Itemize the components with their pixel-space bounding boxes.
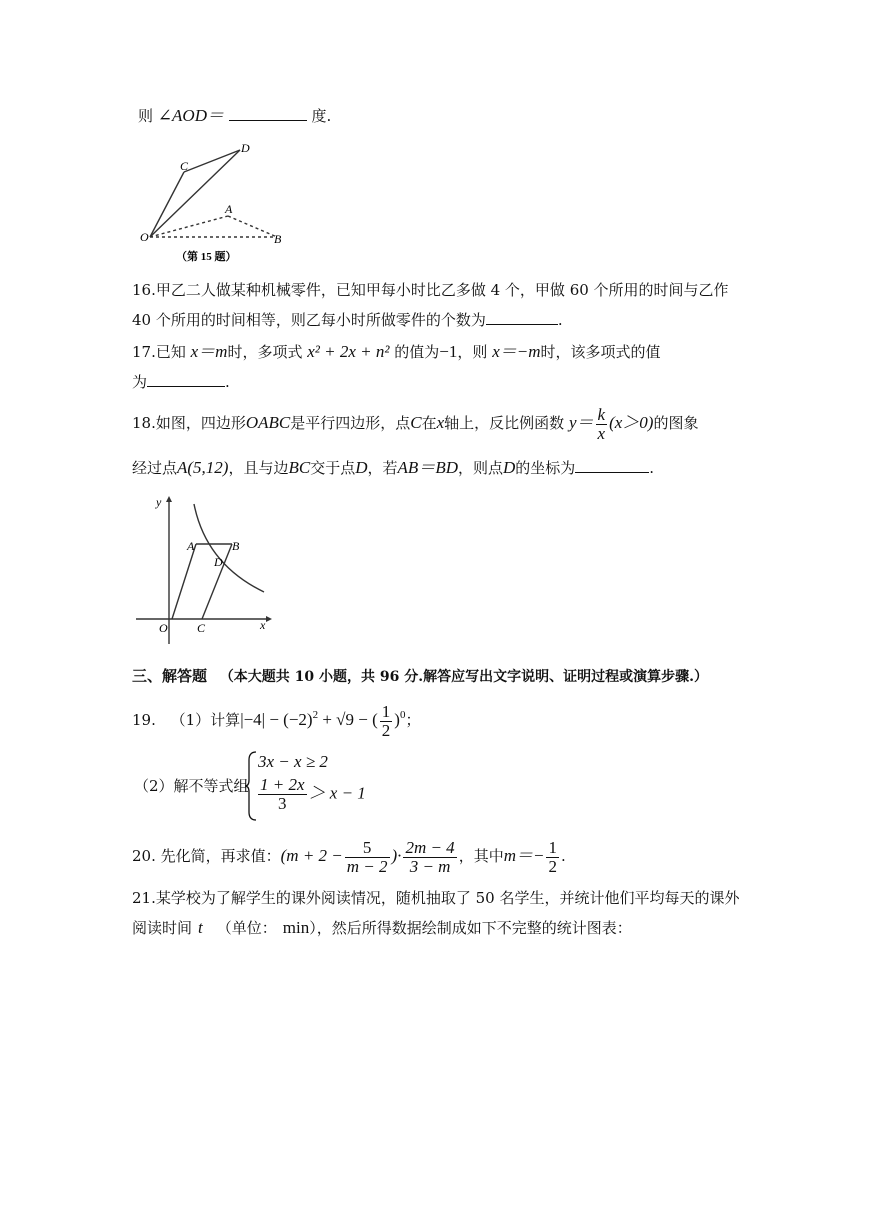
- q21-line2: 阅读时间 t （单位： min），然后所得数据绘制成如下不完整的统计图表：: [132, 918, 632, 937]
- q18-line1: 18.如图，四边形OABC是平行四边形，点C在x轴上，反比例函数 y＝ $\frac{k}{x}$ (x＞0)的图象: [132, 404, 699, 443]
- q15-label-a: A: [225, 202, 233, 216]
- q17-polynomial: x² + 2x + n²: [307, 342, 390, 361]
- q21-line1: 21.某学校为了解学生的课外阅读情况，随机抽取了 50 名学生，并统计他们平均每天的课外: [132, 889, 740, 907]
- q18-label-d: D: [214, 555, 223, 569]
- section3-note: （本大题共 10 小题，共 96 分.解答应写出文字说明、证明过程或演算步骤.）: [219, 669, 709, 685]
- q15-label-b: B: [274, 232, 282, 246]
- q15-label-o: O: [140, 230, 149, 244]
- q15-answer-blank[interactable]: [229, 106, 307, 121]
- q18-label-o: O: [159, 621, 168, 635]
- q16-line1: 16.甲乙二人做某种机械零件，已知甲每小时比乙多做 4 个，甲做 60 个所用的时间与乙作: [132, 281, 729, 299]
- q15-line: 则 ∠AOD＝ 度.: [138, 106, 332, 125]
- q18-label-x: x: [260, 618, 266, 632]
- q15-figure: [140, 142, 310, 264]
- q19-expression: $|-4| - (-2)^2 + √9$ − ( $\frac{1}{2}$ )$^0$: [240, 701, 406, 740]
- q18-label-c: C: [197, 621, 206, 635]
- q18-label-b: B: [232, 539, 240, 553]
- q18-figure: [136, 494, 316, 646]
- q19-inequality-1: 3x − x ≥ 2: [258, 752, 328, 771]
- section3-title: 三、解答题: [132, 667, 208, 685]
- q18-line2: 经过点A(5,12)，且与边BC交于点D，若AB＝BD，则点D的坐标为 .: [132, 458, 655, 477]
- q17-line2: 为 .: [132, 373, 230, 391]
- q15-caption: （第 15 题）: [176, 251, 237, 263]
- q17-answer-blank[interactable]: [147, 372, 225, 387]
- section3-heading: [132, 666, 708, 687]
- q19-part2-label: （2）解不等式组: [134, 777, 249, 795]
- q15-label-c: C: [180, 159, 189, 173]
- q15-angle: ∠AOD＝: [157, 106, 224, 125]
- q16-answer-blank[interactable]: [486, 310, 558, 325]
- q18-answer-blank[interactable]: [575, 458, 649, 473]
- q18-label-a: A: [187, 539, 195, 553]
- q19-part1: 19. （1）计算$|-4| - (-2)^2 + √9$ − ( $\frac{1}{2}$ )$^0$；: [132, 701, 421, 740]
- q20-expression: (m + 2 − $\frac{5}{m - 2}$ )· $\frac{2m - 4}{3 - m}$: [280, 837, 455, 876]
- q16-line2: 40 个所用的时间相等，则乙每小时所做零件的个数为 .: [132, 311, 563, 329]
- q20-line: 20. 先化简，再求值：(m + 2 − $\frac{5}{m - 2}$ )· $\frac{2m - 4}{3 - m}$ ，其中m＝− $\frac{1}{2}$ .: [132, 837, 566, 876]
- q19-inequality-2: $\frac{1 + 2x}{3}$ ＞ x − 1: [260, 775, 366, 813]
- q17-line1: 17.已知 x＝m时，多项式 x² + 2x + n² 的值为−1，则 x＝−m时，该多项式的值: [132, 342, 661, 361]
- q15-label-d: D: [241, 142, 250, 155]
- q18-function-fraction: $\frac{k}{x}$: [597, 404, 606, 443]
- q18-label-y: y: [156, 495, 162, 509]
